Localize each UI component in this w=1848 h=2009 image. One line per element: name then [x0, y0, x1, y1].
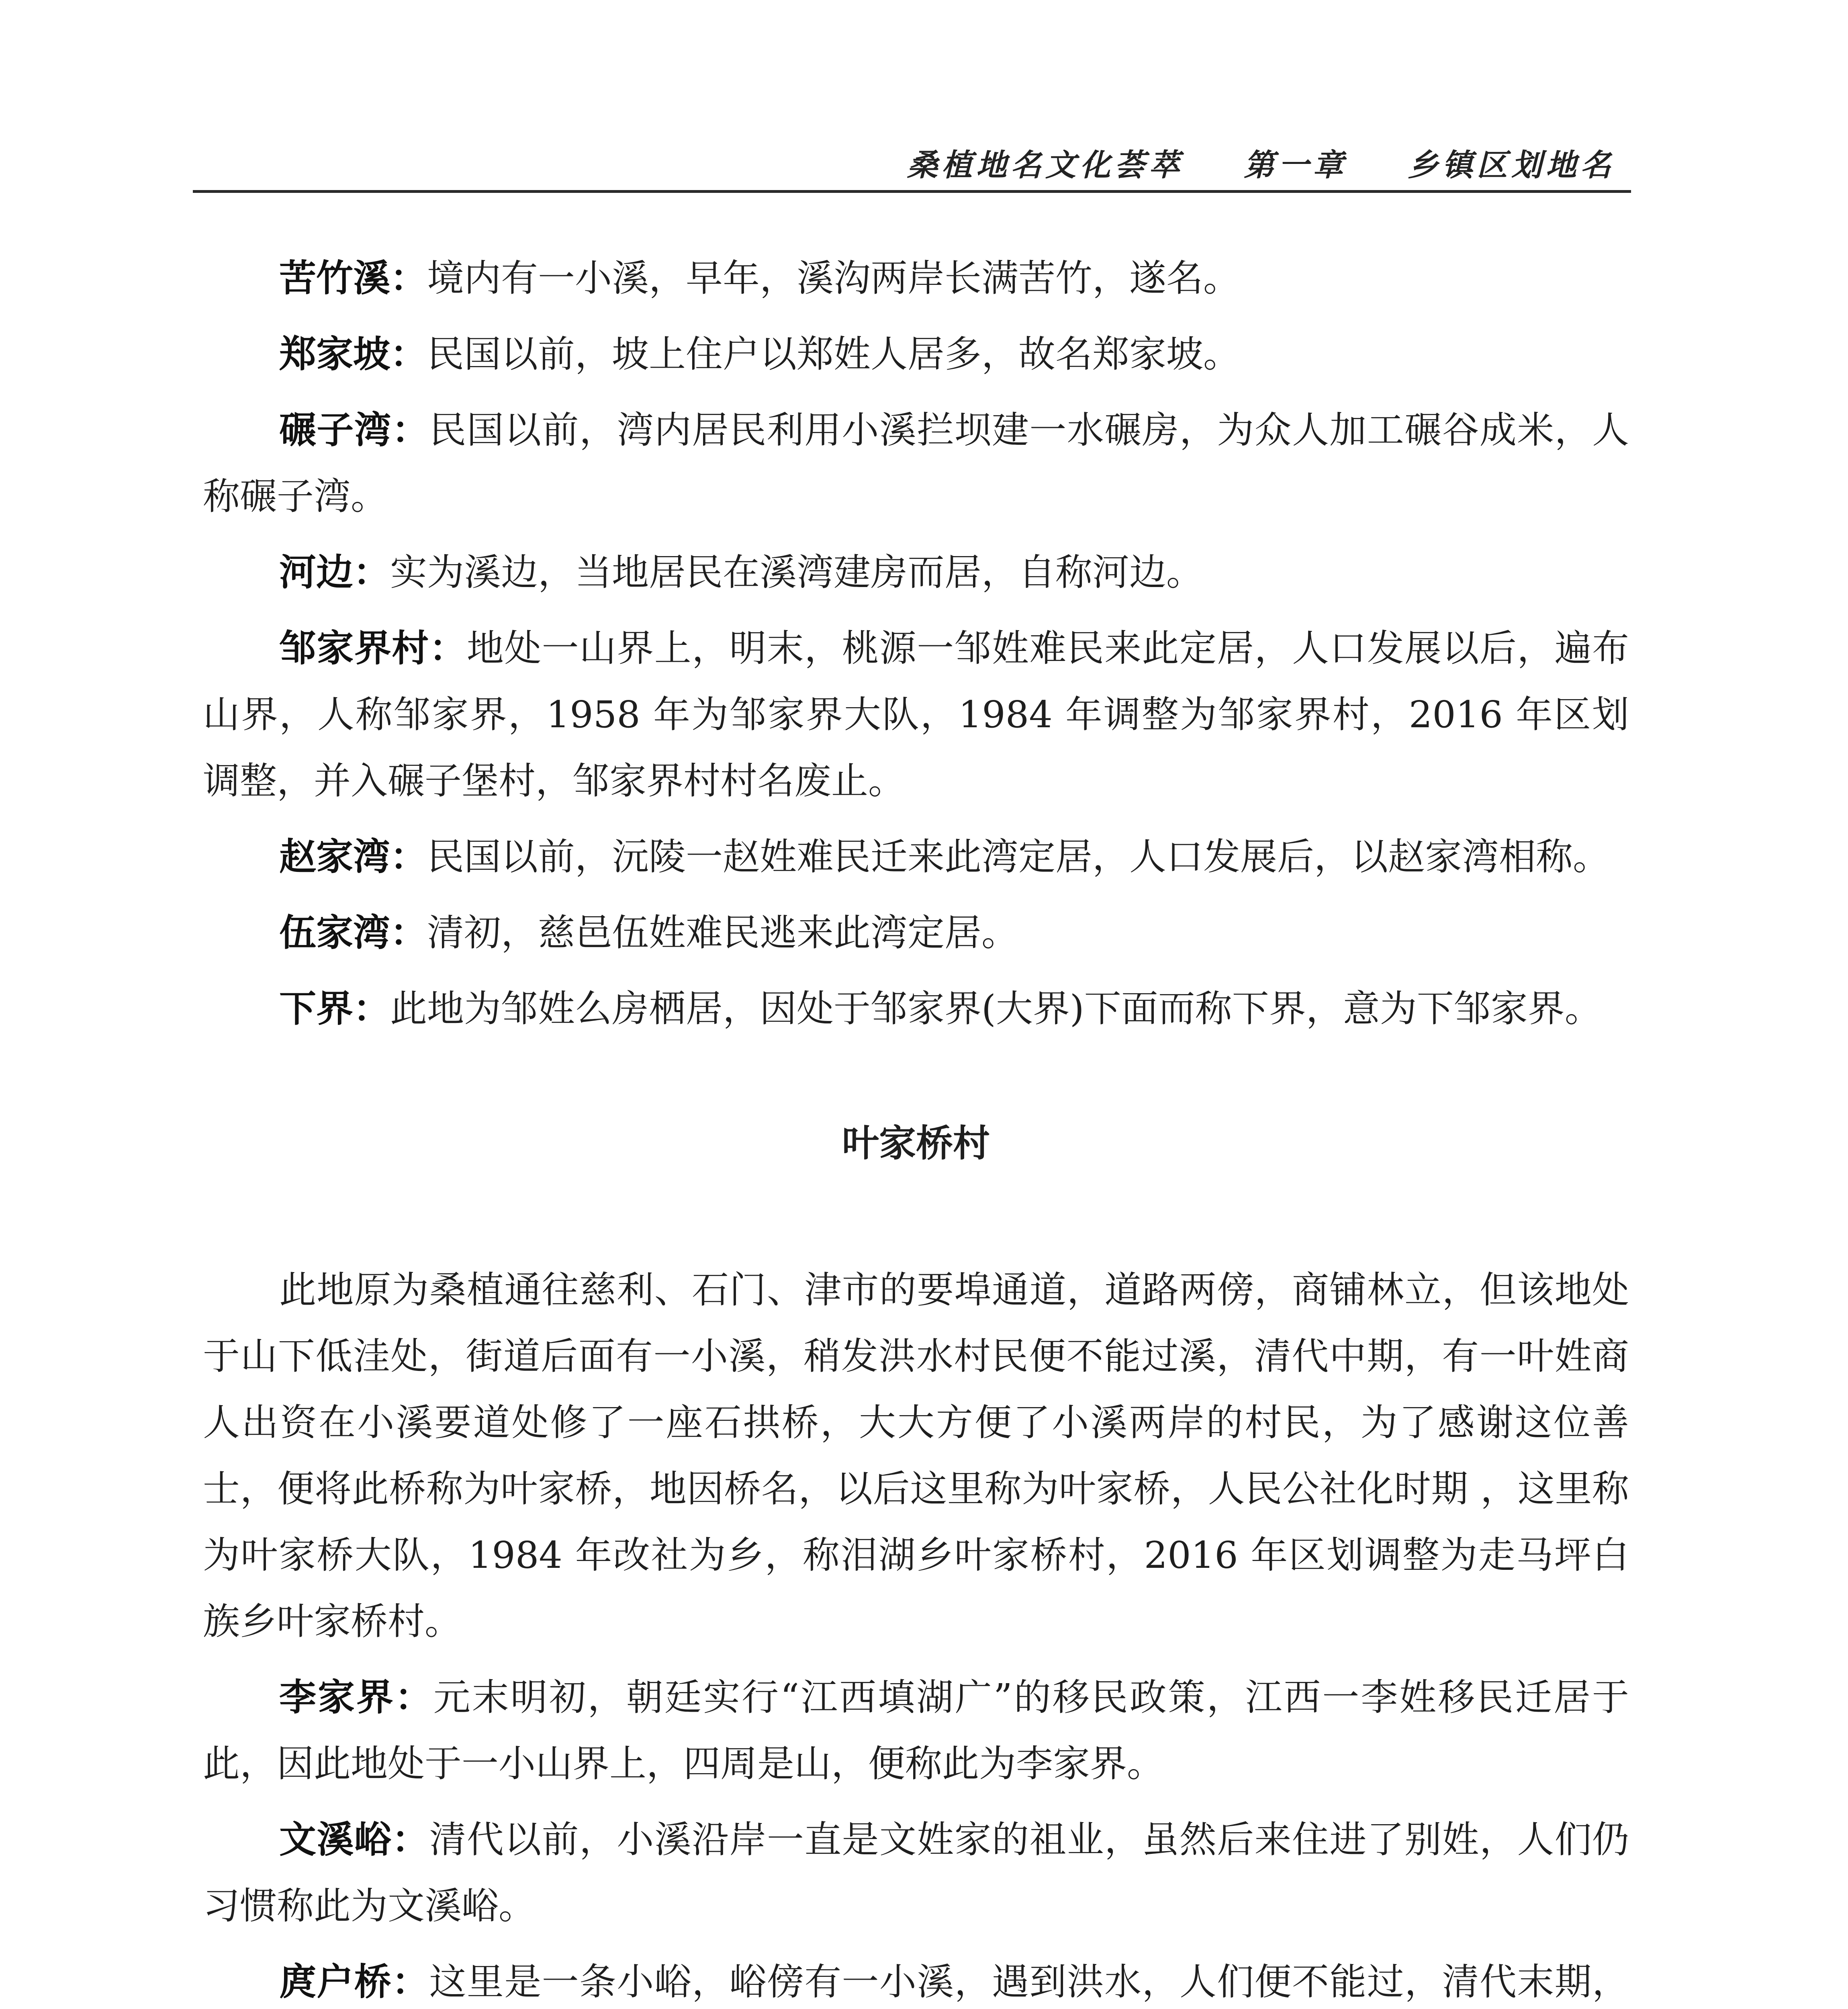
- entry-nianziwan: [203, 397, 1629, 530]
- running-header: [193, 133, 1631, 193]
- entry-zoujiajiecun: [203, 615, 1629, 814]
- entry-term: 下界：: [279, 987, 390, 1030]
- entry-term: 文溪峪：: [279, 1818, 429, 1861]
- entry-hebian: [203, 539, 1629, 606]
- entry-term: 伍家湾：: [279, 911, 427, 954]
- entry-text: 清代以前，小溪沿岸一直是文姓家的祖业，虽然后来住进了别姓，人们仍习惯称此为文溪峪。: [203, 1818, 1629, 1927]
- entry-text: 清初，慈邑伍姓难民逃来此湾定居。: [427, 911, 1019, 954]
- entry-tuohuqiao: [203, 1949, 1629, 2009]
- entry-wenxiyu: [203, 1806, 1629, 1939]
- entry-term: 李家界：: [279, 1676, 433, 1719]
- entry-term: 赵家湾：: [279, 835, 427, 878]
- section-intro: 此地原为桑植通往慈利、石门、津市的要埠通道，道路两傍，商铺林立，但该地处于山下低洼处，街道后面有一小溪，稍发洪水村民便不能过溪，清代中期，有一叶姓商人出资在小溪要道处修了一座石拱桥，大大方便了小溪两岸的村民，为了感谢这位善士，便将此桥称为叶家桥，地因桥名，以后这里称为叶家桥，人民公社化时期 ，这里称为叶家桥大队，1984 年改社为乡，称泪湖乡叶家桥村，2016 年区划调整为走马坪白族乡叶家桥村。: [203, 1268, 1629, 1643]
- entry-text: 境内有一小溪，早年，溪沟两岸长满苦竹，遂名。: [427, 257, 1241, 300]
- entry-text: 民国以前，坡上住户以郑姓人居多，故名郑家坡。: [427, 333, 1241, 376]
- page-body: [203, 245, 1629, 2009]
- entry-text: 地处一山界上，明末，桃源一邹姓难民来此定居，人口发展以后，遍布山界，人称邹家界，1958 年为邹家界大队，1984 年调整为邹家界村，2016 年区划调整，并入碾子堡村，邹家界村村名废止。: [203, 627, 1629, 802]
- section-title: 叶家桥村: [842, 1122, 990, 1165]
- entry-text: 民国以前，沅陵一赵姓难民迁来此湾定居，人口发展后，以赵家湾相称。: [427, 835, 1610, 878]
- chapter-title: 乡镇区划地名: [1408, 147, 1615, 183]
- entry-text: 民国以前，湾内居民利用小溪拦坝建一水碾房，为众人加工碾谷成米，人称碾子湾。: [203, 409, 1629, 518]
- entry-text: 此地为邹姓么房栖居，因处于邹家界(大界)下面而称下界，意为下邹家界。: [390, 987, 1602, 1030]
- entry-zhengjiapo: [203, 321, 1629, 387]
- entry-term: 碾子湾：: [279, 409, 429, 452]
- header-rule: [193, 190, 1631, 193]
- entry-term: 苦竹溪：: [279, 257, 427, 300]
- book-title: 桑植地名文化荟萃: [907, 147, 1184, 183]
- entry-term: 邹家界村：: [279, 627, 467, 670]
- entry-lijiajie: [203, 1664, 1629, 1797]
- entry-zhaojiawan: [203, 824, 1629, 890]
- entry-text: 元末明初，朝廷实行“江西填湖广”的移民政策，江西一李姓移民迁居于此，因此地处于一小山界上，四周是山，便称此为李家界。: [203, 1676, 1629, 1785]
- header-text: [907, 141, 1615, 184]
- entry-wujiawan: [203, 900, 1629, 966]
- entry-term: 庹户桥：: [279, 1960, 429, 2003]
- entry-text: 这里是一条小峪，峪傍有一小溪，遇到洪水，人们便不能过，清代末期，: [429, 1960, 1629, 2003]
- entry-kuzhuxi: [203, 245, 1629, 311]
- entry-xiajie: [203, 976, 1629, 1042]
- entry-term: 河边：: [279, 551, 390, 594]
- entry-term: 郑家坡：: [279, 333, 427, 376]
- chapter-number: 第一章: [1244, 147, 1347, 183]
- entry-text: 实为溪边，当地居民在溪湾建房而居，自称河边。: [390, 551, 1204, 594]
